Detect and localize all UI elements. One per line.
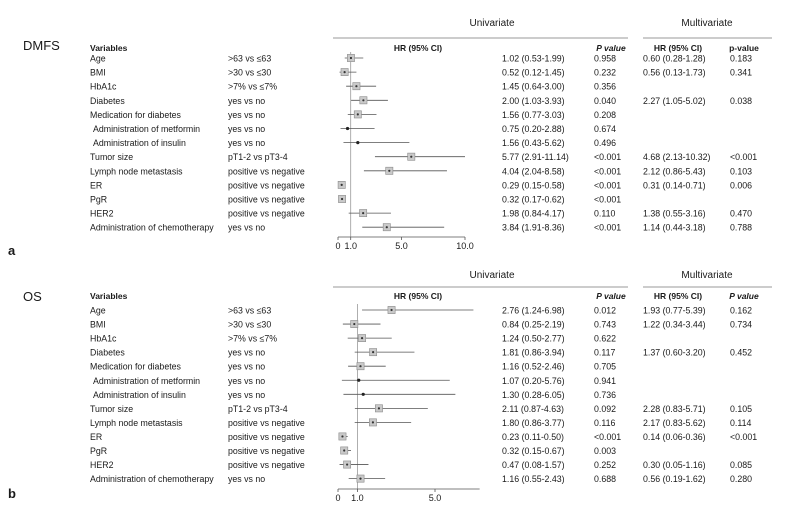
variable-label: ER: [90, 180, 103, 191]
mv-p-value: 0.470: [730, 208, 753, 219]
p-value: 0.356: [594, 81, 617, 92]
p-value: 0.110: [594, 208, 616, 219]
p-value: 0.674: [594, 124, 617, 134]
x-tick-label: 5.0: [395, 241, 408, 251]
hr-ci-value: 1.02 (0.53-1.99): [502, 53, 565, 64]
hr-ci-value: 1.80 (0.86-3.77): [502, 417, 565, 428]
mv-p-value: 0.006: [730, 180, 753, 191]
mv-p-value-header: p-value: [729, 43, 759, 53]
hr-marker-center: [355, 85, 357, 87]
variable-label: HER2: [90, 460, 114, 471]
mv-hr-ci-header: HR (95% CI): [653, 43, 703, 53]
mv-hr-ci-value: 1.37 (0.60-3.20): [643, 347, 706, 358]
hr-marker-center: [341, 435, 343, 437]
mv-p-value: <0.001: [730, 152, 758, 163]
comparison-label: yes vs no: [228, 375, 266, 386]
x-tick-label: 1.0: [344, 241, 357, 251]
comparison-label: >30 vs ≤30: [228, 319, 272, 330]
hr-marker: [356, 141, 359, 144]
comparison-label: yes vs no: [228, 95, 266, 106]
x-tick-label: 10.0: [456, 241, 474, 251]
p-value: 0.092: [594, 403, 617, 414]
hr-marker-center: [362, 212, 364, 214]
mv-p-value-header: P value: [729, 291, 759, 301]
mv-hr-ci-header: HR (95% CI): [653, 291, 703, 301]
hr-ci-value: 0.23 (0.11-0.50): [502, 431, 564, 442]
p-value: 0.941: [594, 375, 617, 386]
hr-marker-center: [361, 337, 363, 339]
mv-p-value: 0.734: [730, 319, 753, 330]
comparison-label: yes vs no: [228, 109, 266, 120]
univariate-header: Univariate: [469, 270, 515, 281]
variable-label: Medication for diabetes: [90, 361, 181, 372]
hr-ci-value: 1.07 (0.20-5.76): [502, 375, 565, 386]
comparison-label: pT1-2 vs pT3-4: [228, 152, 288, 163]
hr-marker: [346, 127, 349, 130]
hr-ci-value: 1.24 (0.50-2.77): [502, 333, 565, 344]
variable-label: Lymph node metastasis: [90, 166, 183, 177]
p-value: 0.958: [594, 53, 617, 64]
comparison-label: pT1-2 vs pT3-4: [228, 403, 288, 414]
hr-marker-center: [390, 309, 392, 311]
p-value: 0.252: [594, 460, 617, 471]
mv-p-value: <0.001: [730, 431, 758, 442]
comparison-label: >30 vs ≤30: [228, 67, 272, 78]
hr-ci-value: 0.52 (0.12-1.45): [502, 67, 565, 78]
p-value: 0.003: [594, 446, 617, 456]
comparison-label: positive vs negative: [228, 431, 305, 442]
comparison-label: yes vs no: [228, 138, 266, 149]
hr-ci-value: 1.16 (0.55-2.43): [502, 474, 565, 485]
p-value: 0.040: [594, 95, 617, 106]
p-value: 0.117: [594, 347, 616, 358]
hr-ci-value: 1.16 (0.52-2.46): [502, 361, 565, 372]
mv-hr-ci-value: 1.38 (0.55-3.16): [643, 208, 706, 219]
mv-p-value: 0.162: [730, 305, 753, 316]
variables-header: Variables: [90, 291, 128, 301]
hr-ci-value: 4.04 (2.04-8.58): [502, 166, 565, 177]
p-value: 0.743: [594, 319, 617, 330]
hr-ci-value: 0.32 (0.17-0.62): [502, 194, 565, 205]
variable-label: Administration of insulin: [93, 389, 186, 400]
mv-p-value: 0.105: [730, 403, 753, 414]
comparison-label: >63 vs ≤63: [228, 305, 272, 316]
mv-hr-ci-value: 0.56 (0.19-1.62): [643, 474, 706, 485]
hr-marker-center: [350, 57, 352, 59]
mv-hr-ci-value: 0.56 (0.13-1.73): [643, 67, 706, 78]
variable-label: ER: [90, 431, 103, 442]
mv-p-value: 0.085: [730, 460, 753, 471]
mv-hr-ci-value: 1.14 (0.44-3.18): [643, 222, 706, 233]
variable-label: BMI: [90, 319, 106, 330]
mv-hr-ci-value: 2.27 (1.05-5.02): [643, 95, 706, 106]
comparison-label: yes vs no: [228, 389, 266, 400]
variable-label: Tumor size: [90, 152, 134, 163]
mv-hr-ci-value: 4.68 (2.13-10.32): [643, 152, 711, 163]
mv-p-value: 0.280: [730, 474, 753, 485]
x-tick-label: 0: [335, 493, 341, 503]
hr-marker-center: [346, 463, 348, 465]
mv-p-value: 0.452: [730, 347, 753, 358]
hr-marker: [362, 393, 365, 396]
hr-marker-center: [372, 351, 374, 353]
hr-ci-header: HR (95% CI): [393, 43, 443, 53]
comparison-label: yes vs no: [228, 347, 266, 358]
hr-ci-value: 0.29 (0.15-0.58): [502, 180, 565, 191]
hr-ci-value: 1.45 (0.64-3.00): [502, 81, 565, 92]
hr-ci-value: 1.81 (0.86-3.94): [502, 347, 565, 358]
p-value: 0.116: [594, 417, 616, 428]
hr-ci-value: 1.56 (0.77-3.03): [502, 109, 565, 120]
hr-marker-center: [410, 156, 412, 158]
comparison-label: yes vs no: [228, 124, 266, 134]
mv-hr-ci-value: 0.31 (0.14-0.71): [643, 180, 706, 191]
comparison-label: positive vs negative: [228, 208, 305, 219]
mv-p-value: 0.114: [730, 417, 752, 428]
hr-ci-value: 0.32 (0.15-0.67): [502, 446, 565, 456]
variable-label: Lymph node metastasis: [90, 417, 183, 428]
hr-marker-center: [341, 184, 343, 186]
variable-label: Age: [90, 53, 106, 64]
panel-title: DMFS: [23, 38, 60, 53]
mv-p-value: 0.341: [730, 67, 753, 78]
p-value: 0.736: [594, 389, 617, 400]
hr-ci-value: 3.84 (1.91-8.36): [502, 222, 565, 233]
comparison-label: positive vs negative: [228, 417, 305, 428]
comparison-label: yes vs no: [228, 474, 266, 485]
panel-label: b: [8, 486, 16, 501]
variable-label: Administration of metformin: [93, 124, 201, 134]
hr-marker-center: [359, 478, 361, 480]
mv-hr-ci-value: 2.17 (0.83-5.62): [643, 417, 706, 428]
hr-marker: [357, 379, 360, 382]
variable-label: BMI: [90, 67, 106, 78]
p-value: 0.012: [594, 305, 617, 316]
p-value: <0.001: [594, 152, 622, 163]
p-value: <0.001: [594, 194, 622, 205]
hr-marker-center: [353, 323, 355, 325]
p-value-header: P value: [596, 291, 626, 301]
mv-p-value: 0.038: [730, 95, 753, 106]
comparison-label: positive vs negative: [228, 194, 305, 205]
mv-hr-ci-value: 0.30 (0.05-1.16): [643, 460, 706, 471]
hr-marker-center: [386, 226, 388, 228]
variable-label: Administration of insulin: [93, 138, 186, 149]
variable-label: Age: [90, 305, 106, 316]
x-tick-label: 5.0: [428, 493, 442, 503]
panel-title: OS: [23, 289, 42, 304]
mv-hr-ci-value: 1.93 (0.77-5.39): [643, 305, 706, 316]
mv-hr-ci-value: 1.22 (0.34-3.44): [643, 319, 706, 330]
hr-marker-center: [362, 99, 364, 101]
univariate-header: Univariate: [469, 18, 515, 29]
variable-label: Medication for diabetes: [90, 109, 181, 120]
comparison-label: >63 vs ≤63: [228, 53, 272, 64]
hr-ci-value: 0.84 (0.25-2.19): [502, 319, 565, 330]
p-value-header: P value: [596, 43, 626, 53]
mv-hr-ci-value: 2.28 (0.83-5.71): [643, 403, 706, 414]
hr-ci-value: 1.30 (0.28-6.05): [502, 389, 565, 400]
hr-ci-value: 2.11 (0.87-4.63): [502, 403, 564, 414]
hr-marker-center: [372, 421, 374, 423]
hr-ci-value: 2.76 (1.24-6.98): [502, 305, 565, 316]
p-value: 0.705: [594, 361, 617, 372]
p-value: 0.622: [594, 333, 617, 344]
comparison-label: positive vs negative: [228, 180, 305, 191]
variable-label: Diabetes: [90, 95, 125, 106]
variable-label: Tumor size: [90, 403, 134, 414]
comparison-label: >7% vs ≤7%: [228, 81, 278, 92]
hr-marker-center: [341, 198, 343, 200]
variable-label: HbA1c: [90, 333, 117, 344]
p-value: 0.232: [594, 67, 617, 78]
p-value: <0.001: [594, 222, 622, 233]
p-value: 0.496: [594, 138, 617, 149]
variable-label: PgR: [90, 194, 108, 205]
hr-ci-value: 2.00 (1.03-3.93): [502, 95, 565, 106]
multivariate-header: Multivariate: [681, 18, 733, 29]
comparison-label: >7% vs ≤7%: [228, 333, 278, 344]
hr-ci-header: HR (95% CI): [393, 291, 443, 301]
hr-ci-value: 5.77 (2.91-11.14): [502, 152, 569, 163]
mv-p-value: 0.788: [730, 222, 753, 233]
panel-label: a: [8, 243, 16, 258]
hr-marker-center: [357, 113, 359, 115]
mv-hr-ci-value: 0.14 (0.06-0.36): [643, 431, 706, 442]
variable-label: Administration of metformin: [93, 375, 201, 386]
variable-label: Administration of chemotherapy: [90, 474, 214, 485]
comparison-label: yes vs no: [228, 361, 266, 372]
variable-label: HbA1c: [90, 81, 117, 92]
p-value: <0.001: [594, 180, 622, 191]
comparison-label: positive vs negative: [228, 460, 305, 471]
mv-hr-ci-value: 2.12 (0.86-5.43): [643, 166, 706, 177]
multivariate-header: Multivariate: [681, 270, 733, 281]
p-value: 0.688: [594, 474, 617, 485]
variable-label: Diabetes: [90, 347, 125, 358]
hr-ci-value: 1.56 (0.43-5.62): [502, 138, 565, 149]
mv-p-value: 0.103: [730, 166, 753, 177]
hr-marker-center: [359, 365, 361, 367]
mv-p-value: 0.183: [730, 53, 753, 64]
p-value: <0.001: [594, 166, 622, 177]
variable-label: HER2: [90, 208, 114, 219]
hr-ci-value: 0.75 (0.20-2.88): [502, 124, 565, 134]
hr-ci-value: 0.47 (0.08-1.57): [502, 460, 565, 471]
comparison-label: positive vs negative: [228, 446, 305, 456]
comparison-label: positive vs negative: [228, 166, 305, 177]
hr-marker-center: [343, 449, 345, 451]
variable-label: PgR: [90, 446, 108, 456]
p-value: 0.208: [594, 109, 617, 120]
variables-header: Variables: [90, 43, 128, 53]
x-tick-label: 1.0: [351, 493, 364, 503]
x-tick-label: 0: [335, 241, 341, 251]
mv-hr-ci-value: 0.60 (0.28-1.28): [643, 53, 706, 64]
comparison-label: yes vs no: [228, 222, 266, 233]
p-value: <0.001: [594, 431, 622, 442]
hr-marker-center: [344, 71, 346, 73]
hr-ci-value: 1.98 (0.84-4.17): [502, 208, 565, 219]
variable-label: Administration of chemotherapy: [90, 222, 214, 233]
hr-marker-center: [388, 170, 390, 172]
hr-marker-center: [378, 407, 380, 409]
